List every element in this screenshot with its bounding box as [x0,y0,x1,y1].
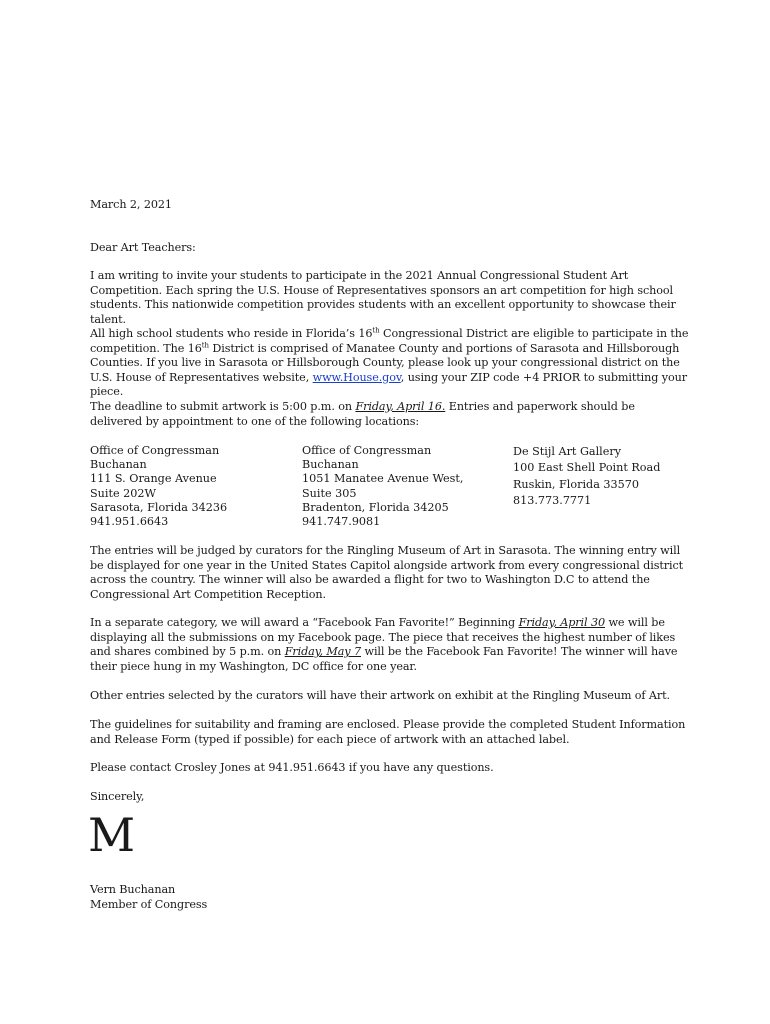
paragraph-invitation: I am writing to invite your students to participate in the 2021 Annual Congressional Student Art Competition. Each spring the U.S. House of Representatives sponsors an art competition for high school students. This nationwide competition provides students with an excellent opportunity to showcase their talent. [90,269,676,326]
signer-title: Member of Congress [90,898,208,911]
paragraph-eligibility: All high school students who reside in Florida’s 16th Congressional District are eligible to participate in the competition. The 16th District is comprised of Manatee County and portions of Sarasota and Hillsborough Counties. If you live in Sarasota or Hillsborough County, please look up your congressional district on the U.S. House of Representatives website, www.House.gov, using your ZIP code +4 PRIOR to submitting your piece. [90,326,689,399]
location-bradenton-office: Office of Congressman Buchanan 1051 Manatee Avenue West, Suite 305 Bradenton, Florida 34205 941.747.9081 [302,444,464,529]
location-art-gallery: De Stijl Art Gallery 100 East Shell Point Road Ruskin, Florida 33570 813.773.7771 [513,445,661,507]
house-gov-link[interactable]: www.House.gov [312,370,401,384]
paragraph-judging: The entries will be judged by curators for the Ringling Museum of Art in Sarasota. The winning entry will be displayed for one year in the United States Capitol alongside artwork from every congressional district across the country. The winner will also be awarded a flight for two to Washington D.C to attend the Congressional Art Competition Reception. [90,544,684,601]
closing: Sincerely, [90,790,145,803]
deadline-date: Friday, April 16. [355,400,446,413]
letter-date: March 2, 2021 [90,198,172,211]
fan-favorite-start-date: Friday, April 30 [518,616,605,629]
salutation: Dear Art Teachers: [90,241,196,254]
paragraph-contact: Please contact Crosley Jones at 941.951.6643 if you have any questions. [90,761,494,774]
fan-favorite-end-date: Friday, May 7 [284,645,362,659]
location-sarasota-office: Office of Congressman Buchanan 111 S. Orange Avenue Suite 202W Sarasota, Florida 34236 941.951.6643 [90,444,228,529]
paragraph-guidelines: The guidelines for suitability and framing are enclosed. Please provide the completed Student Information and Release Form (typed if possible) for each piece of artwork with an attached label. [90,718,686,746]
signer-name: Vern Buchanan [90,883,176,896]
paragraph-deadline: The deadline to submit artwork is 5:00 p.m. on Friday, April 16. Entries and paperwork should be delivered by appointment to one of the following locations: [90,400,635,428]
paragraph-exhibit: Other entries selected by the curators will have their artwork on exhibit at the Ringling Museum of Art. [90,689,671,702]
paragraph-fan-favorite: In a separate category, we will award a “Facebook Fan Favorite!” Beginning Friday, April 30 we will be displaying all the submissions on my Facebook page. The piece that receives the highest number of likes and shares combined by 5 p.m. on Friday, May 7 will be the Facebook Fan Favorite! The winner will have their piece hung in my Washington, DC office for one year. [90,616,678,673]
signature-initial: M [88,808,136,862]
